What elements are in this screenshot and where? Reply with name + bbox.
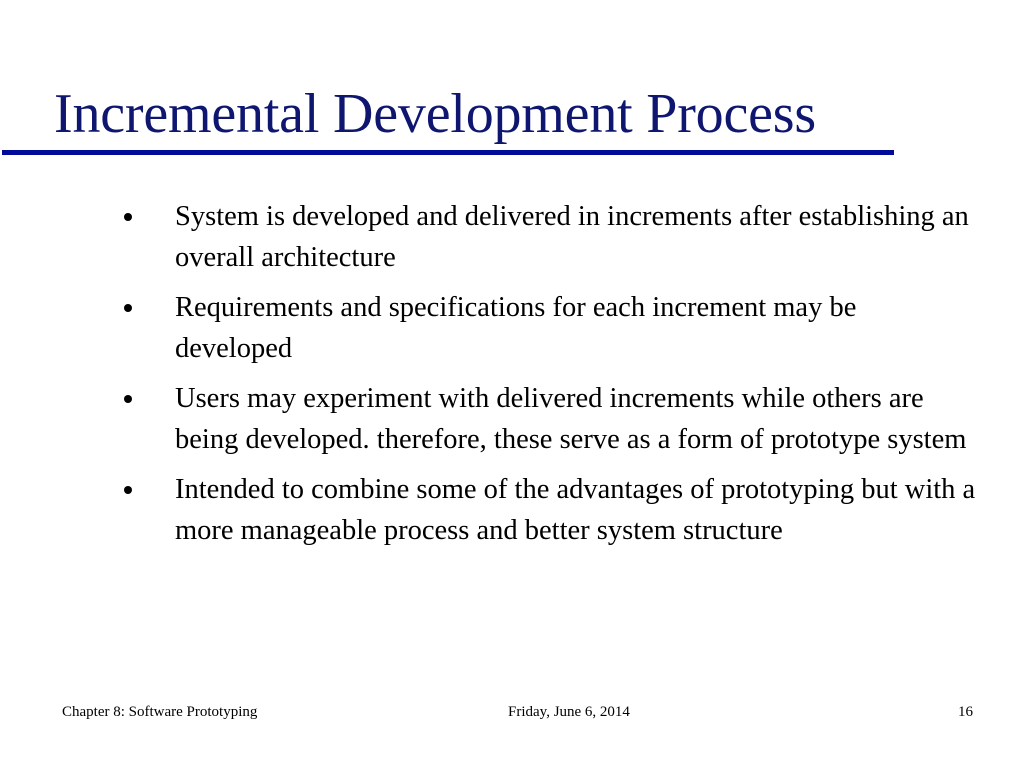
bullet-item [120,469,980,551]
bullet-item [120,196,980,278]
slide-title: Incremental Development Process [54,83,816,145]
bullet-dot-icon [124,304,132,312]
bullet-item [120,378,980,460]
bullet-text: System is developed and delivered in increments after establishing an overall architecture [175,201,969,273]
bullet-text: Requirements and specifications for each increment may be developed [175,292,857,364]
bullet-text: Intended to combine some of the advantages of prototyping but with a more manageable process and better system structure [175,474,976,546]
bullet-text: Users may experiment with delivered increments while others are being developed. therefore, these serve as a form of prototype system [175,383,967,455]
bullet-dot-icon [124,486,132,494]
footer-date: Friday, June 6, 2014 [508,704,630,720]
bullet-dot-icon [124,213,132,221]
bullet-list [120,196,980,560]
bullet-dot-icon [124,395,132,403]
footer-page-number: 16 [958,704,973,720]
title-underline [2,150,894,155]
bullet-item [120,287,980,369]
footer-chapter: Chapter 8: Software Prototyping [62,704,258,720]
